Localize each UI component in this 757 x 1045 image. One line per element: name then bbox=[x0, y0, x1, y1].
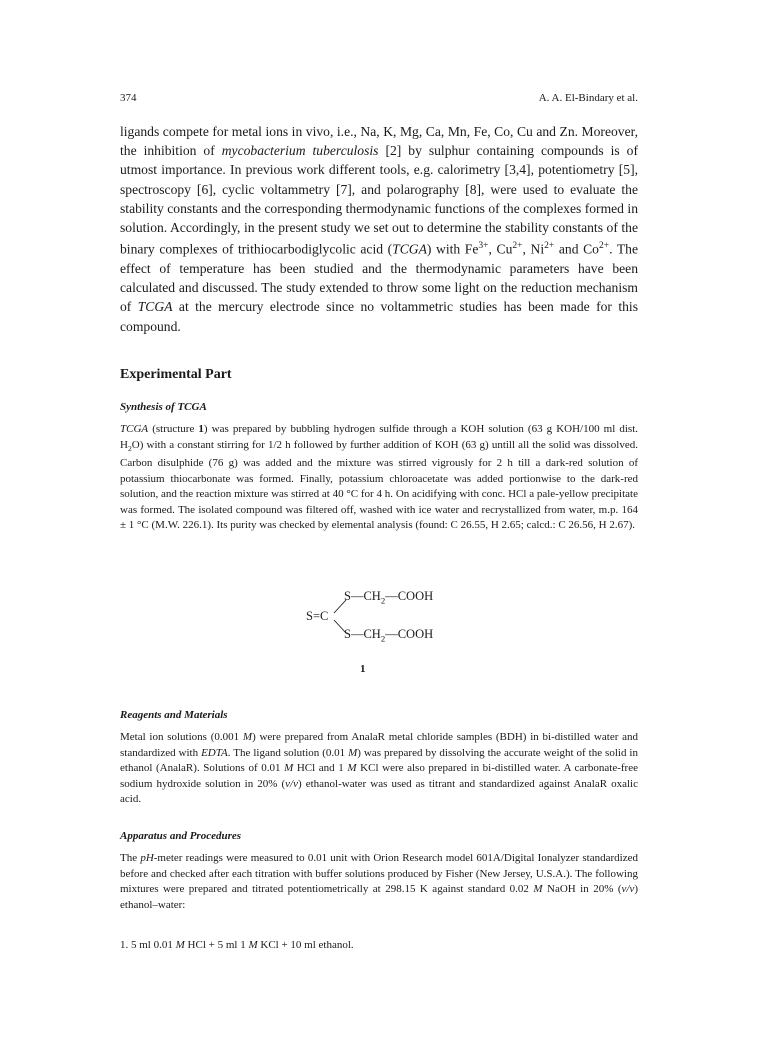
italic-unit: M bbox=[248, 939, 258, 951]
lower-chain bbox=[344, 627, 433, 644]
section-heading: Experimental Part bbox=[120, 367, 232, 382]
intro-italic-tcga: TCGA bbox=[392, 241, 427, 257]
mixture-list-item bbox=[120, 939, 354, 951]
italic-edta: EDTA bbox=[201, 746, 228, 759]
intro-text: , Ni bbox=[522, 241, 545, 257]
paragraph-text: The bbox=[120, 852, 141, 864]
subscript: 2 bbox=[127, 443, 132, 453]
running-authors: A. A. El-Bindary et al. bbox=[538, 92, 638, 104]
paragraph-text: HCl and 1 bbox=[293, 762, 348, 774]
intro-italic-species: mycobacterium tuberculosis bbox=[221, 143, 379, 159]
subscript: 2 bbox=[380, 595, 386, 606]
upper-chain bbox=[344, 589, 433, 606]
italic-tcga: TCGA bbox=[120, 423, 149, 435]
italic-unit: M bbox=[284, 762, 294, 774]
apparatus-paragraph bbox=[120, 851, 638, 913]
italic-unit: M bbox=[348, 746, 358, 759]
paragraph-text: NaOH in 20% ( bbox=[542, 883, 622, 895]
italic-unit: M bbox=[533, 883, 543, 895]
italic-ratio: v/v bbox=[285, 777, 298, 790]
chain-text: S—CH bbox=[344, 589, 381, 603]
paragraph-text: (structure bbox=[148, 423, 199, 435]
intro-text: and Co bbox=[554, 241, 599, 257]
subsection-heading-apparatus: Apparatus and Procedures bbox=[120, 830, 242, 842]
reagents-paragraph bbox=[120, 730, 638, 808]
italic-unit: M bbox=[347, 762, 357, 774]
list-text: 1. 5 ml 0.01 bbox=[120, 939, 176, 951]
charge-superscript: 3+ bbox=[478, 241, 489, 252]
paragraph-text: ) were prepared from AnalaR metal chloride samples (BDH) in bi-distilled water and standardized with bbox=[120, 731, 638, 759]
chain-text: —COOH bbox=[385, 627, 434, 641]
italic-ratio: v/v bbox=[621, 883, 635, 895]
paragraph-text: O) with a constant stirring for 1/2 h followed by further addition of KOH (63 g) untill all the solid was dissolved. Carbon disulphide (76 g) was added and the mixture was stirred vigrously for 2 h till a dark-red solution of potassium thiocarbonate was formed. Finally, potassium chloroacetate was added portionwise to the dark-red solution, and the reaction mixture was stirred at 40 °C for 4 h. On acidifying with conc. HCl a pale-yellow precipitate was formed. The isolated compound was filtered off, washed with ice water and recrystallized from water, m.p. 164 ± 1 °C (M.W. 226.1). Its purity was checked by elemental analysis (found: C 26.55, H 2.65; calcd.: C 26.56, H 2.67). bbox=[120, 438, 638, 532]
intro-text: at the mercury electrode since no voltammetric studies has been made for this compound. bbox=[120, 299, 638, 334]
intro-text: [2] by sulphur containing compounds is of utmost importance. In previous work different tools, e.g. calorimetry [3,4], potentiometry [5], spectroscopy [6], cyclic voltammetry [7], and polarography [8], were used to evaluate the stability constants and the corresponding thermodynamic functions of the complexes formed in solution. Accordingly, in the present study we set out to determine the stability constants of the binary complexes of trithiocarbodiglycolic acid ( bbox=[120, 143, 638, 257]
list-text: HCl + 5 ml 1 bbox=[184, 939, 249, 951]
subsection-heading-reagents: Reagents and Materials bbox=[120, 709, 228, 721]
charge-superscript: 2+ bbox=[598, 241, 610, 252]
italic-unit: M bbox=[175, 939, 185, 951]
intro-text: ) with Fe bbox=[426, 241, 479, 257]
paragraph-text: ) was prepared by bubbling hydrogen sulfide through a KOH solution (63 g KOH/100 ml dist. H bbox=[120, 423, 638, 451]
intro-paragraph bbox=[120, 122, 638, 336]
subsection-heading-synthesis: Synthesis of TCGA bbox=[120, 401, 207, 413]
thiocarbonyl-group: S=C bbox=[306, 609, 329, 623]
intro-text: ligands compete for metal ions in vivo, i.e., Na, K, Mg, Ca, Mn, Fe, Co, Cu and Zn. Moreover, the inhibition of bbox=[120, 124, 638, 159]
paragraph-text: -meter readings were measured to 0.01 unit with Orion Research model 601A/Digital Ionalyzer standardized before and checked after each titration with buffer solutions produced by Fisher (New Jersey, U.S.A.). The following mixtures were prepared and titrated potentiometrically at 298.15 K against standard 0.02 bbox=[120, 852, 638, 895]
structure-label: 1 bbox=[360, 663, 366, 675]
paragraph-text: . The ligand solution (0.01 bbox=[227, 746, 349, 759]
synthesis-paragraph bbox=[120, 422, 638, 534]
intro-italic-tcga: TCGA bbox=[137, 299, 173, 315]
paragraph-text: KCl were also prepared in bi-distilled water. A carbonate-free sodium hydroxide solution in 20% ( bbox=[120, 762, 638, 790]
subscript: 2 bbox=[380, 633, 386, 644]
intro-text: , Cu bbox=[488, 241, 513, 257]
paragraph-text: Metal ion solutions (0.001 bbox=[120, 731, 243, 743]
paragraph-text: ) was prepared by dissolving the accurate weight of the solid in ethanol (AnalaR). Solutions of 0.01 bbox=[120, 746, 638, 774]
list-text: KCl + 10 ml ethanol. bbox=[257, 939, 354, 951]
charge-superscript: 2+ bbox=[512, 241, 523, 252]
italic-unit: M bbox=[242, 731, 253, 743]
italic-ph: pH bbox=[140, 852, 154, 864]
page-number: 374 bbox=[120, 92, 137, 104]
chain-text: S—CH bbox=[344, 627, 381, 641]
intro-text: . The effect of temperature has been studied and the thermodynamic parameters have been calculated and discussed. The study extended to throw some light on the reduction mechanism of bbox=[120, 241, 638, 315]
structure-1 bbox=[290, 585, 490, 645]
structure-ref: 1 bbox=[198, 423, 204, 435]
charge-superscript: 2+ bbox=[544, 241, 555, 252]
paragraph-text: ) ethanol-water was used as titrant and standardized against AnalaR oxalic acid. bbox=[120, 777, 638, 805]
chain-text: —COOH bbox=[385, 589, 434, 603]
paragraph-text: ) ethanol–water: bbox=[120, 883, 638, 911]
